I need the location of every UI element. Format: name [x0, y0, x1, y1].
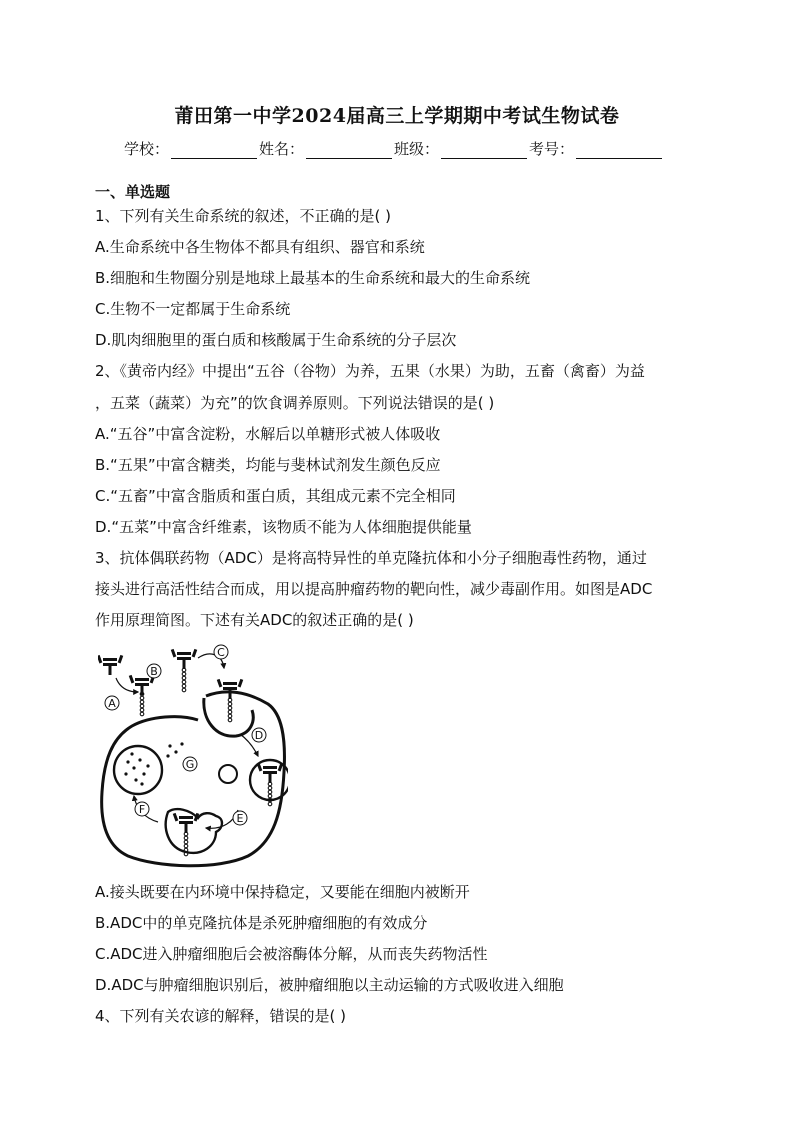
page-title: 莆田第一中学2024届高三上学期期中考试生物试卷 — [174, 105, 620, 127]
drug-release-vesicle — [114, 746, 162, 794]
q3-option-c: C.ADC进入肿瘤细胞后会被溶酶体分解，从而丧失药物活性 — [95, 945, 488, 963]
label-b: B — [150, 665, 158, 678]
q4-stem: 4、下列有关农谚的解释，错误的是( ) — [95, 1007, 347, 1025]
q3-option-a: A.接头既要在内环境中保持稳定，又要能在细胞内被断开 — [95, 883, 470, 901]
label-a: A — [108, 697, 116, 710]
q1-stem: 1、下列有关生命系统的叙述，不正确的是( ) — [95, 207, 392, 225]
adc-stage-b-icon — [171, 649, 197, 669]
school-blank[interactable] — [171, 142, 257, 159]
q1-option-a: A.生命系统中各生物体不都具有组织、器官和系统 — [95, 238, 425, 256]
fusing-chain-icon — [184, 832, 188, 856]
label-d: D — [254, 729, 264, 742]
name-blank[interactable] — [306, 142, 392, 159]
label-e: E — [236, 812, 244, 825]
receptor-chain-c-icon — [228, 698, 232, 722]
free-adc-icon — [98, 655, 123, 675]
q1-option-b: B.细胞和生物圈分别是地球上最基本的生命系统和最大的生命系统 — [95, 269, 531, 287]
q1-option-d: D.肌肉细胞里的蛋白质和核酸属于生命系统的分子层次 — [95, 331, 457, 349]
exam-no-label: 考号： — [529, 140, 575, 158]
q2-option-a: A.“五谷”中富含淀粉，水解后以单糖形式被人体吸收 — [95, 425, 441, 443]
q2-option-d: D.“五菜”中富含纤维素，该物质不能为人体细胞提供能量 — [95, 518, 472, 536]
school-label: 学校： — [124, 140, 170, 158]
internalizing-adc-icon — [217, 679, 243, 699]
exam-no-blank[interactable] — [576, 142, 662, 159]
vesicle-chain-icon — [268, 782, 272, 806]
q2-stem-line2: ，五菜（蔬菜）为充”的饮食调养原则。下列说法错误的是( ) — [95, 394, 495, 412]
section-heading: 一、单选题 — [95, 183, 171, 201]
student-info-row — [124, 138, 664, 159]
q3-option-d: D.ADC与肿瘤细胞识别后，被肿瘤细胞以主动运输的方式吸收进入细胞 — [95, 976, 564, 994]
q3-stem-line1: 3、抗体偶联药物（ADC）是将高特异性的单克隆抗体和小分子细胞毒性药物，通过 — [95, 549, 647, 567]
drug-particles — [124, 752, 149, 785]
released-drug-particles — [166, 742, 183, 757]
q2-option-b: B.“五果”中富含糖类，均能与斐林试剂发生颜色反应 — [95, 456, 441, 474]
adc-mechanism-diagram — [98, 642, 288, 868]
q1-option-c: C.生物不一定都属于生命系统 — [95, 300, 291, 318]
label-c: C — [217, 646, 225, 659]
label-g: G — [185, 758, 195, 771]
vesicle-adc-icon — [257, 763, 283, 783]
receptor-chain-icon — [140, 692, 144, 716]
q2-stem-line1: 2、《黄帝内经》中提出“五谷（谷物）为养，五果（水果）为助，五畜（禽畜）为益 — [95, 362, 645, 380]
label-f: F — [138, 803, 146, 816]
class-label: 班级： — [394, 140, 440, 158]
name-label: 姓名： — [259, 140, 305, 158]
lysosome-icon — [219, 765, 237, 783]
q2-option-c: C.“五畜”中富含脂质和蛋白质，其组成元素不完全相同 — [95, 487, 456, 505]
q3-stem-line3: 作用原理简图。下述有关ADC的叙述正确的是( ) — [95, 611, 414, 629]
class-blank[interactable] — [441, 142, 527, 159]
q3-stem-line2: 接头进行高活性结合而成，用以提高肿瘤药物的靶向性，减少毒副作用。如图是ADC — [95, 580, 653, 598]
receptor-chain-b-icon — [182, 668, 186, 692]
q3-option-b: B.ADC中的单克隆抗体是杀死肿瘤细胞的有效成分 — [95, 914, 428, 932]
tumor-cell-membrane — [102, 692, 285, 866]
